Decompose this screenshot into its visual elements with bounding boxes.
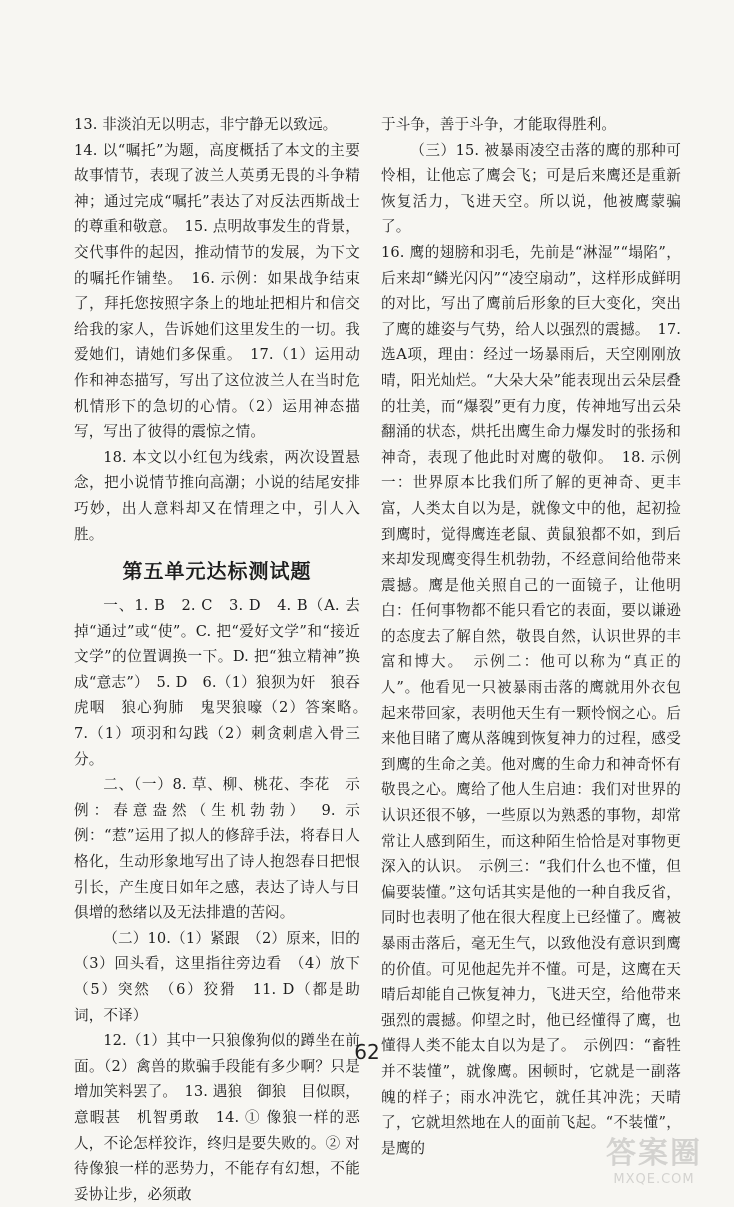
right-column xyxy=(381,112,681,1161)
watermark-url: MXQE.COM xyxy=(613,1172,695,1187)
answer-paragraph: 18. 本文以小红包为线索，两次设置悬念，把小说情节推向高潮；小说的结尾安排巧妙，出人意料却又在情理之中，引人入胜。 xyxy=(74,448,360,543)
answer-paragraph: 二、（一）8. 草、柳、桃花、李花 示例：春意盎然（生机勃勃） 9. 示例：“惹”运用了拟人的修辞手法，将春日人格化，生动形象地写出了诗人抱怨春日把恨引长，产生度日如年之感，表达了诗人与日俱增的愁绪以及无法排遣的苦闷。 xyxy=(74,776,360,922)
answer-paragraph: 16. 鹰的翅膀和羽毛，先前是“淋湿”“塌陷”，后来却“鳞光闪闪”“凌空扇动”，这样形成鲜明的对比，写出了鹰前后形象的巨大变化，突出了鹰的雄姿与气势，给人以强烈的震撼。 17. 选A项，理由：经过一场暴雨后，天空刚刚放晴，阳光灿烂。“大朵大朵”能表现出云朵层叠的壮美，而“爆裂”更有力度，传神地写出云朵翻涌的状态，烘托出鹰生命力爆发时的张扬和神奇，表现了他此时对鹰的敬仰。 18. 示例一：世界原本比我们所了解的更神奇、更丰富，人类太自以为是，就像文中的他，起初捡到鹰时，觉得鹰连老鼠、黄鼠狼都不如，到后来却发现鹰变得生机勃勃，不经意间给他带来震撼。鹰是他关照自己的一面镜子，让他明白：任何事物都不能只看它的表面，要以谦逊的态度去了解自然，敬畏自然，认识世界的丰富和博大。 示例二：他可以称为“真正的人”。他看见一只被暴雨击落的鹰就用外衣包起来带回家，表明他天生有一颗怜悯之心。后来他目睹了鹰从落魄到恢复神力的过程，感受到鹰的生命之美。他对鹰的生命力和神奇怀有敬畏之心。鹰给了他人生启迪：我们对世界的认识还很不够，一些原以为熟悉的事物，却常常让人感到陌生，而这种陌生恰恰是对事物更深入的认识。 示例三：“我们什么也不懂，但偏要装懂。”这句话其实是他的一种自我反省，同时也表明了他在很大程度上已经懂了。鹰被暴雨击落后，毫无生气，以致他没有意识到鹰的价值。可见他起先并不懂。可是，这鹰在天晴后却能自己恢复神力，飞进天空，给他带来强烈的震撼。仰望之时，他已经懂得了鹰，也懂得人类不能太自以为是了。 示例四：“畜牲并不装懂”，就像鹰。困顿时，它就是一副落魄的样子；雨水冲洗它，就任其冲洗；天晴了，它就坦然地在人的面前飞起。“不装懂”，是鹰的 xyxy=(381,243,681,1157)
watermark-logo xyxy=(584,1128,724,1192)
answer-paragraph: 14. 以“嘱托”为题，高度概括了本文的主要故事情节，表现了波兰人英勇无畏的斗争精神；通过完成“嘱托”表达了对反法西斯战士的尊重和敬意。 15. 点明故事发生的背景，交代事件的起因，推动情节的发展，为下文的嘱托作铺垫。 16. 示例：如果战争结束了，拜托您按照字条上的地址把相片和信交给我的家人，告诉她们这里发生的一切。我爱她们，请她们多保重。 17.（1）运用动作和神态描写，写出了这位波兰人在当时危机情形下的急切的心情。（2）运用神态描写，写出了彼得的震惊之情。 xyxy=(74,141,360,441)
watermark-text: 答案圈 xyxy=(606,1136,702,1171)
answer-paragraph: 13. 非淡泊无以明志，非宁静无以致远。 xyxy=(74,116,338,133)
answer-paragraph: （三）15. 被暴雨凌空击落的鹰的那种可怜相，让他忘了鹰会飞；可是后来鹰还是重新恢复活力，飞进天空。所以说，他被鹰蒙骗了。 xyxy=(381,141,681,236)
page-number: 62 xyxy=(354,1040,380,1064)
answer-paragraph: 一、1. B 2. C 3. D 4. B（A. 去掉“通过”或“使”。C. 把“爱好文学”和“接近文学”的位置调换一下。D. 把“独立精神”换成“意志”） 5. D 6.（1）狼狈为奸 狼吞虎咽 狼心狗肺 鬼哭狼嚎（2）答案略。 7.（1）项羽和勾践（2）刺贪刺虐入骨三分。 xyxy=(74,597,375,768)
answer-paragraph: 12.（1）其中一只狼像狗似的蹲坐在前面。（2）禽兽的欺骗手段能有多少啊？只是增加笑料罢了。 13. 遇狼 御狼 目似瞑，意暇甚 机智勇敢 14. ① 像狼一样的恶人，不论怎样狡诈，终归是要失败的。② 对待像狼一样的恶势力，不能存有幻想，不能妥协让步，必须敢 xyxy=(74,1032,360,1203)
answer-paragraph: 于斗争，善于斗争，才能取得胜利。 xyxy=(381,116,617,133)
answer-paragraph: （二）10.（1）紧跟 （2）原来，旧的 （3）回头看，这里指往旁边看 （4）放下 （5）突然 （6）狡猾 11. D（都是助词，不译） xyxy=(74,929,375,1024)
unit-title: 第五单元达标测试题 xyxy=(122,559,312,584)
